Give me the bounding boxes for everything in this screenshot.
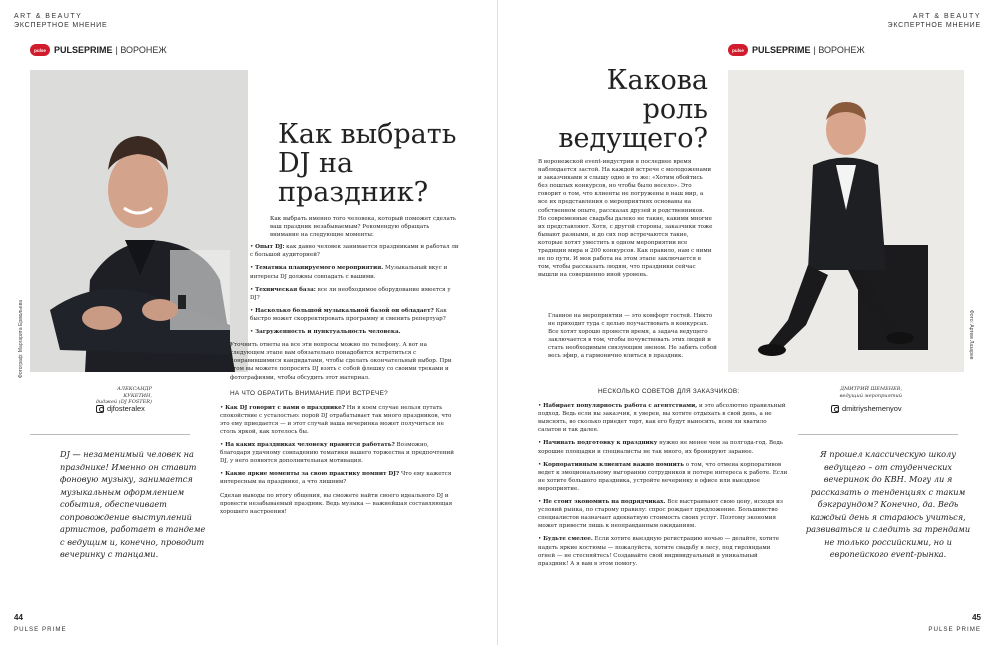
advice-section xyxy=(538,380,788,573)
brand-header xyxy=(728,44,865,56)
brand-logo: pulse xyxy=(728,44,748,56)
list-item: • Не стоит экономить на подрядчиках. Все выстраивают свою цену, исходя из условий рынка, по старому правилу: спрос рождает предложение. Большинство специалистов назначает адекватную стоимость своих услуг. Поэтому экономия может привести лишь к неоправданным ожиданиям. xyxy=(538,499,783,530)
list-item: • Как DJ говорит с вами о празднике? Ни в коем случае нельзя путать спокойствие с усталостью: порой DJ отрабатывает так много праздников, что это ему приедается — и этот случай ваша вечеринка может получиться не столь яркой, как хотелось бы. xyxy=(220,404,452,435)
criteria-list xyxy=(220,243,460,336)
section-label: ART & BEAUTY xyxy=(14,13,83,20)
subheading: НЕСКОЛЬКО СОВЕТОВ ДЛЯ ЗАКАЗЧИКОВ: xyxy=(598,388,740,395)
list-item: • Тематика планируемого мероприятия. Музыкальный вкус и интересы DJ должны совпадать с вашими. xyxy=(250,265,448,280)
brand-header xyxy=(30,44,167,56)
list-item: • Какие яркие моменты за свою практику помнит DJ? Что ему кажется интересным на празднике, а что лишним? xyxy=(220,471,452,486)
photo-credit: Фотограф: Маргарита Ермольева xyxy=(18,300,24,378)
page-number: 44 xyxy=(14,613,23,622)
caption-name: АЛЕКСАНДР КУКЕТИН, xyxy=(117,386,152,399)
section-sublabel: ЭКСПЕРТНОЕ МНЕНИЕ xyxy=(887,22,981,29)
left-page xyxy=(0,0,497,645)
article-title: Как выбрать DJ на праздник? xyxy=(278,119,457,208)
divider xyxy=(798,434,958,435)
photo-caption xyxy=(90,386,152,406)
body-paragraph: Главное на мероприятии — это комфорт гостей. Никто не приходит туда с целью поучаствовать в конкурсах. Все хотят хорошо провести время, а задача ведущего заключается в том, чтобы почувствовать этих людей и стать необходимым связующим звеном. Не забить собой весь эфир, а гармонично влиться в праздник. xyxy=(548,313,717,360)
page-footer: PULSE PRIME xyxy=(928,626,981,633)
list-item: • Загруженность и пунктуальность человека. xyxy=(250,329,401,336)
brand-city: | ВОРОНЕЖ xyxy=(813,45,865,55)
caption-role: диджей (DJ FOSTER) xyxy=(95,399,152,405)
list-item: • Опыт DJ: как давно человек занимается праздниками и работал ли с большой аудиторией? xyxy=(250,244,459,259)
handle-text: dmitriyshemenyov xyxy=(842,404,902,413)
pull-quote: DJ — незаменимый человек на празднике! Именно он ставит фоновую музыку, занимается музыкальным оформлением события, обеспечивает сопровождение выступлений артистов, работает в тандеме с ведущим и, конечно, проводит вечеринку с танцами. xyxy=(60,449,206,559)
article-body xyxy=(538,158,713,283)
article-body xyxy=(220,215,460,520)
section-tag xyxy=(888,12,981,30)
page-footer: PULSE PRIME xyxy=(14,626,67,633)
list-item: • Будьте смелее. Если хотите выездную регистрацию ночью — делайте, хотите надеть яркие костюмы — пожалуйста, хотите свадьбу в лесу, под гирляндами огней — не стесняйтесь! Создавайте свой индивидуальный и уникальный праздник! А я вам в этом помогу. xyxy=(538,536,780,567)
list-item: • Начинать подготовку к празднику нужно не менее чем за полгода-год. Ведь хорошие площадки и специалисты не так много, их бронируют заранее. xyxy=(538,440,783,455)
pull-quote: Я прошел классическую школу ведущего – от студенческих вечеринок до КВН. Могу ли я рассказать о тенденциях с таким бэкграундом? Конечно, да. Ведь каждый день я стараюсь учиться, развиваться и следить за трендами не только российскими, но и европейского event-рынка. xyxy=(805,449,971,559)
article-body-2 xyxy=(538,312,718,365)
instagram-handle[interactable] xyxy=(96,404,145,413)
meeting-list xyxy=(220,404,460,487)
brand-logo: pulse xyxy=(30,44,50,56)
photo-caption xyxy=(828,386,902,399)
list-item: • На каких праздниках человеку нравится работать? Возможно, благодаря удачному совпадению тематики вашего торжества и предпочтений DJ, у него появятся дополнительная мотивация. xyxy=(220,442,455,465)
caption-name: ДМИТРИЙ ШЕМЕНЕВ, xyxy=(840,386,902,392)
intro-paragraph: Как выбрать именно того человека, который поможет сделать ваш праздник незабываемым? Рекомендую обращать внимание на следующие моменты: xyxy=(270,216,456,239)
instagram-handle[interactable] xyxy=(831,404,902,413)
brand-name: PULSEPRIME xyxy=(54,45,113,55)
list-item: • Набирает популярность работа с агентствами, и это абсолютно правильный подход. Ведь если вы заказчик, я уверен, вы хотите отдыхать в свой день, а не выяснять, во сколько приедет торт, как его будут выносить, всем ли хватило салатов и так далее. xyxy=(538,403,786,434)
closing-paragraph: Сделав выводы по итогу общения, вы сможете найти своего идеального DJ и провести незабываемый праздник. Ведь музыка — важнейшая составляющая хорошего настроения! xyxy=(220,492,453,515)
list-item: • Насколько большой музыкальной базой он обладает? Как быстро может скорректировать программу и сменить репертуар? xyxy=(250,307,447,322)
body-paragraph: В воронежской event-индустрии в последнее время наблюдается застой. На каждой встрече с молодоженами и заказчиками я слышу одно и то же: «Хотим обойтись без пошлых конкурсов, но чтобы было весело». Это говорит о том, что клиенты не погружены в наш мир, а все их представления о мероприятиях основаны на собственном опыте, рассказах друзей и родственников. Но современные свадьбы далеко не такие, какими многие их представляют. Хотя, с другой стороны, заказчики тоже бывают разными, и до сих пор встречаются такие, которые хотят уместить в одном мероприятии все традиции мира и 200 конкурсов. Как правило, нам с ними не по пути. И моя работа на этом этапе заключается в том, чтобы рассказать людям, что праздники сейчас вышли на совершенно иной уровень. xyxy=(538,159,713,279)
body-paragraph: Уточнить ответы на все эти вопросы можно по телефону. А вот на следующем этапе вам обязательно понадобится встретиться с понравившимися кандидатами, чтобы сделать окончательный выбор. При этом вы можете попросить DJ взять с собой флешку со своими треками и фотографиями, чтобы обсудить этот материал. xyxy=(230,342,452,381)
brand-city: | ВОРОНЕЖ xyxy=(115,45,167,55)
advice-list xyxy=(538,402,788,568)
instagram-icon xyxy=(831,405,839,413)
divider xyxy=(30,434,190,435)
list-item: • Корпоративным клиентам важно помнить о том, что отмена корпоративов ведет к эмоциональному выгоранию сотрудников и потере интереса к работе. Если не хотите большого праздника, устройте вечеринку в офисе или выездное мероприятие. xyxy=(538,461,788,492)
instagram-icon xyxy=(96,405,104,413)
section-tag xyxy=(14,12,107,30)
host-portrait-photo xyxy=(728,70,964,372)
handle-text: djfosteralex xyxy=(107,404,145,413)
section-sublabel: ЭКСПЕРТНОЕ МНЕНИЕ xyxy=(14,22,108,29)
subheading: НА ЧТО ОБРАТИТЬ ВНИМАНИЕ ПРИ ВСТРЕЧЕ? xyxy=(230,389,388,397)
brand-name: PULSEPRIME xyxy=(752,45,811,55)
article-title: Какова роль ведущего? xyxy=(558,65,708,154)
caption-role: ведущий мероприятий xyxy=(839,392,902,399)
dj-portrait-photo xyxy=(30,70,248,372)
list-item: • Техническая база: все ли необходимое оборудование имеется у DJ? xyxy=(250,286,451,301)
section-label: ART & BEAUTY xyxy=(912,13,981,20)
right-page xyxy=(498,0,995,645)
page-number: 45 xyxy=(972,613,981,622)
photo-credit: Фото: Артем Лазарев xyxy=(968,310,974,360)
